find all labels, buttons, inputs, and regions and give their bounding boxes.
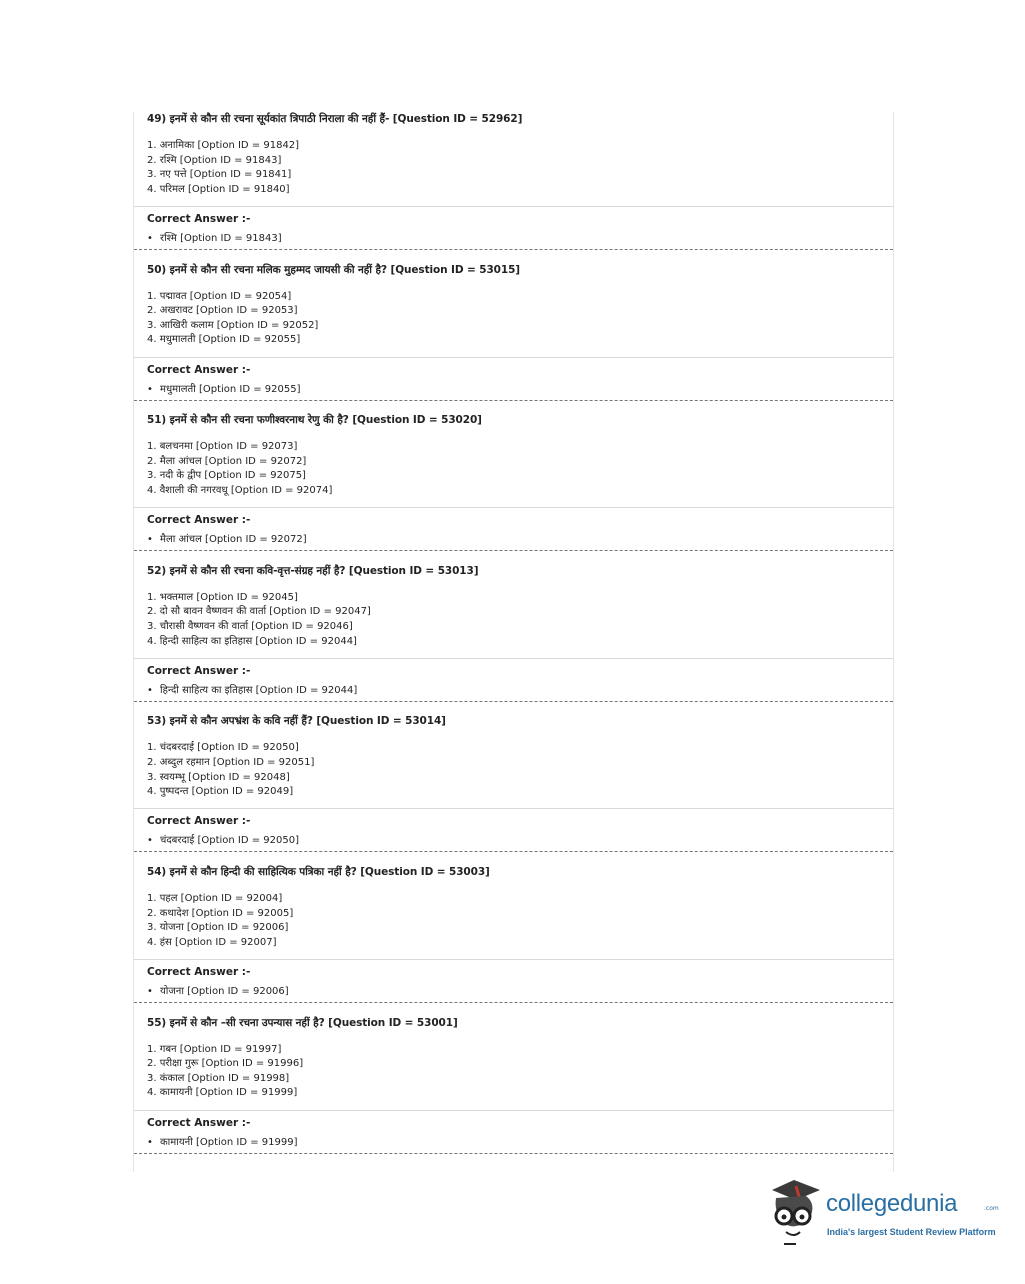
question-block <box>134 112 893 263</box>
divider <box>134 959 893 960</box>
correct-answer-text: योजना [Option ID = 92006] <box>160 985 289 997</box>
option-item: 2. कथादेश [Option ID = 92005] <box>147 907 294 919</box>
question-block <box>134 714 893 865</box>
correct-answer <box>147 531 307 545</box>
question-title: 52) इनमें से कौन सी रचना कवि-वृत्त-संग्रह नहीं है? [Question ID = 53013] <box>147 564 479 577</box>
question-separator <box>134 851 893 852</box>
option-item: 1. गबन [Option ID = 91997] <box>147 1043 282 1055</box>
question-title: 51) इनमें से कौन सी रचना फणीश्वरनाथ रेणु की है? [Question ID = 53020] <box>147 414 482 427</box>
mascot-icon <box>766 1176 826 1248</box>
options-list <box>147 591 371 649</box>
question-block <box>134 413 893 564</box>
correct-answer-label: Correct Answer :- <box>147 213 251 225</box>
logo-suffix: .com <box>984 1205 999 1212</box>
question-separator <box>134 1002 893 1003</box>
option-item: 1. पहल [Option ID = 92004] <box>147 892 283 904</box>
correct-answer-text: चंदबरदाई [Option ID = 92050] <box>160 835 300 847</box>
question-separator <box>134 249 893 250</box>
option-item: 2. दो सौ बावन वैष्णवन की वार्ता [Option ID = 92047] <box>147 606 371 618</box>
option-item: 2. अखरावट [Option ID = 92053] <box>147 305 298 317</box>
correct-answer-label: Correct Answer :- <box>147 1116 251 1129</box>
logo-tagline: India's largest Student Review Platform <box>827 1227 996 1237</box>
question-title: 50) इनमें से कौन सी रचना मलिक मुहम्मद जायसी की नहीं है? [Question ID = 53015] <box>147 263 520 276</box>
question-separator <box>134 550 893 551</box>
option-item: 3. आखिरी कलाम [Option ID = 92052] <box>147 319 319 331</box>
options-list <box>147 1043 303 1101</box>
correct-answer-label: Correct Answer :- <box>147 965 251 978</box>
correct-answer-text: मधुमालती [Option ID = 92055] <box>160 383 301 395</box>
options-list <box>147 440 332 498</box>
option-item: 1. पद्मावत [Option ID = 92054] <box>147 290 292 302</box>
option-item: 3. नए पत्ते [Option ID = 91841] <box>147 169 292 181</box>
collegedunia-logo[interactable] <box>766 1176 999 1248</box>
option-item: 3. चौरासी वैष्णवन की वार्ता [Option ID = 92046] <box>147 620 353 632</box>
correct-answer-label: Correct Answer :- <box>147 664 251 677</box>
bullet-icon: • <box>147 985 153 997</box>
divider <box>134 206 893 207</box>
correct-answer-label: Correct Answer :- <box>147 514 251 527</box>
divider <box>134 808 893 809</box>
correct-answer-text: कामायनी [Option ID = 91999] <box>160 1136 298 1148</box>
option-item: 3. कंकाल [Option ID = 91998] <box>147 1072 290 1084</box>
bullet-icon: • <box>147 684 153 696</box>
question-block <box>134 263 893 414</box>
option-item: 3. योजना [Option ID = 92006] <box>147 922 289 934</box>
options-list <box>147 290 318 348</box>
option-item: 1. भक्तमाल [Option ID = 92045] <box>147 591 298 603</box>
option-item: 3. नदी के द्वीप [Option ID = 92075] <box>147 470 306 482</box>
option-item: 2. मैला आंचल [Option ID = 92072] <box>147 455 307 467</box>
option-item: 2. परीक्षा गुरू [Option ID = 91996] <box>147 1058 304 1070</box>
correct-answer <box>147 682 357 696</box>
question-separator <box>134 1153 893 1154</box>
correct-answer <box>147 1134 298 1148</box>
correct-answer <box>147 832 299 846</box>
logo-name: collegedunia <box>826 1190 958 1217</box>
question-title: 53) इनमें से कौन अपभ्रंश के कवि नहीं हैं? [Question ID = 53014] <box>147 715 446 728</box>
correct-answer-text: रश्मि [Option ID = 91843] <box>160 233 282 244</box>
question-separator <box>134 400 893 401</box>
question-block <box>134 865 893 1016</box>
divider <box>134 1110 893 1111</box>
bullet-icon: • <box>147 534 153 546</box>
bullet-icon: • <box>147 233 153 244</box>
bullet-icon: • <box>147 1136 153 1148</box>
question-block <box>134 564 893 715</box>
option-item: 4. हंस [Option ID = 92007] <box>147 936 277 948</box>
bullet-icon: • <box>147 383 153 395</box>
option-item: 1. चंदबरदाई [Option ID = 92050] <box>147 742 299 754</box>
divider <box>134 357 893 358</box>
option-item: 4. परिमल [Option ID = 91840] <box>147 183 290 195</box>
options-list <box>147 139 299 197</box>
option-item: 4. कामायनी [Option ID = 91999] <box>147 1087 298 1099</box>
option-item: 2. अब्दुल रहमान [Option ID = 92051] <box>147 756 315 768</box>
correct-answer <box>147 983 289 997</box>
option-item: 3. स्वयम्भू [Option ID = 92048] <box>147 771 290 783</box>
divider <box>134 658 893 659</box>
correct-answer-label: Correct Answer :- <box>147 815 251 828</box>
option-item: 4. हिन्दी साहित्य का इतिहास [Option ID = 92044] <box>147 635 357 647</box>
question-separator <box>134 701 893 702</box>
divider <box>134 507 893 508</box>
correct-answer <box>147 230 282 244</box>
option-item: 1. अनामिका [Option ID = 91842] <box>147 140 300 151</box>
correct-answer-text: हिन्दी साहित्य का इतिहास [Option ID = 92044] <box>160 684 358 696</box>
options-list <box>147 892 293 950</box>
option-item: 4. पुष्पदन्त [Option ID = 92049] <box>147 786 294 798</box>
correct-answer-text: मैला आंचल [Option ID = 92072] <box>160 534 307 546</box>
option-item: 4. वैशाली की नगरवधू [Option ID = 92074] <box>147 484 333 496</box>
question-title: 55) इनमें से कौन –सी रचना उपन्यास नहीं है? [Question ID = 53001] <box>147 1016 458 1029</box>
question-title: 49) इनमें से कौन सी रचना सूर्यकांत त्रिपाठी निराला की नहीं हैं- [Question ID = 52962] <box>147 113 523 125</box>
option-item: 2. रश्मि [Option ID = 91843] <box>147 154 282 166</box>
bullet-icon: • <box>147 835 153 847</box>
question-block <box>134 1016 893 1167</box>
question-list <box>133 112 894 1172</box>
correct-answer <box>147 381 301 395</box>
question-title: 54) इनमें से कौन हिन्दी की साहित्यिक पत्रिका नहीं है? [Question ID = 53003] <box>147 865 490 878</box>
options-list <box>147 741 314 799</box>
option-item: 4. मधुमालती [Option ID = 92055] <box>147 334 301 346</box>
option-item: 1. बलचनमा [Option ID = 92073] <box>147 441 298 453</box>
correct-answer-label: Correct Answer :- <box>147 363 251 376</box>
